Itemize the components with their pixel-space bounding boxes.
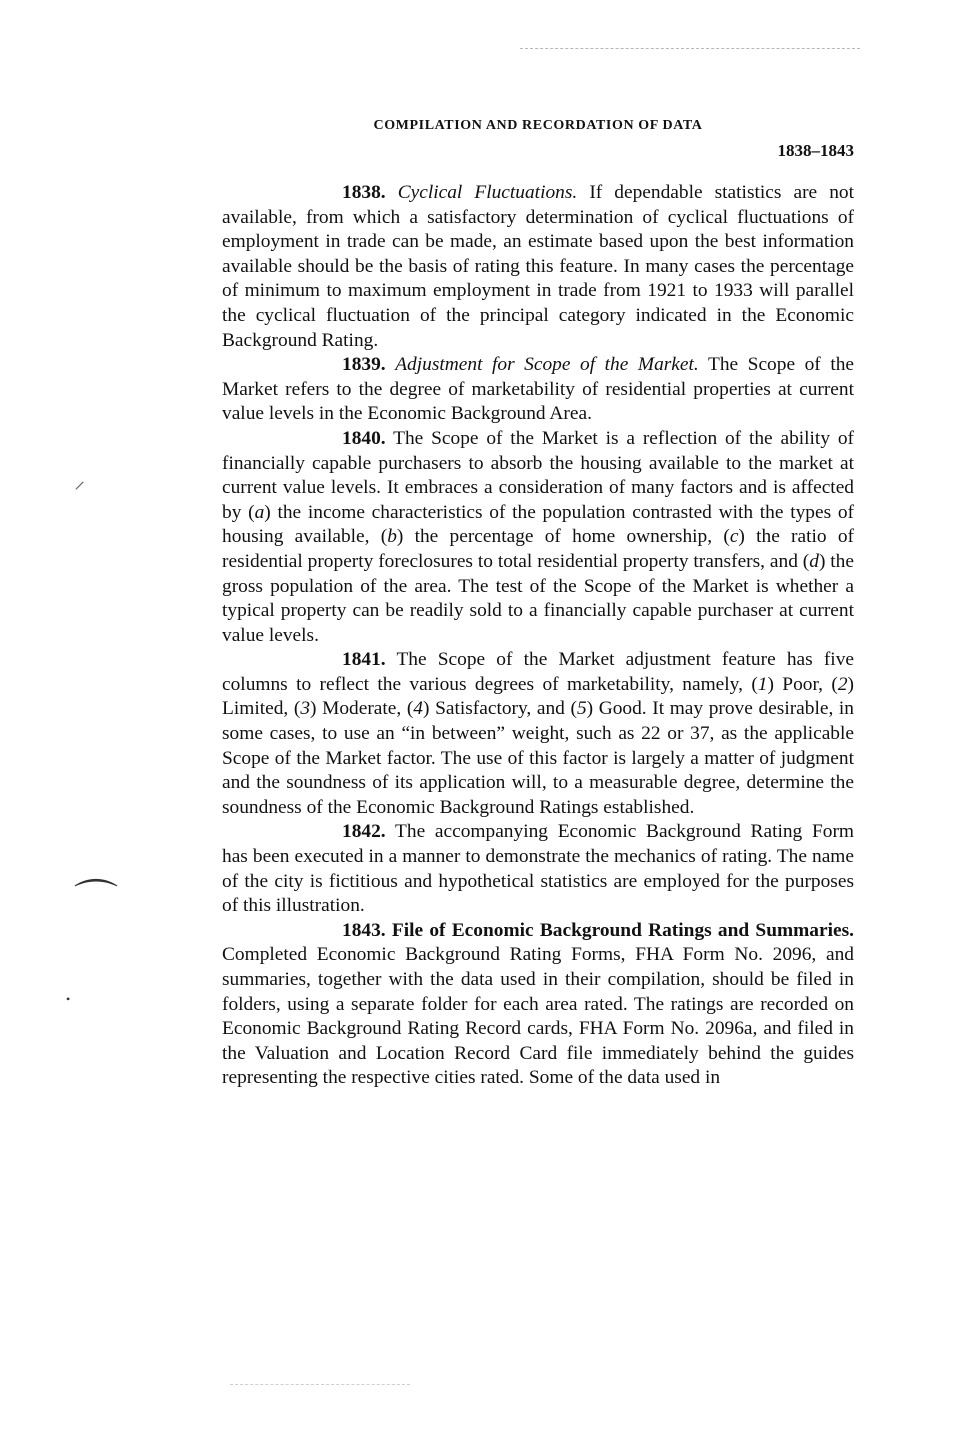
paragraph-1838 [222,181,854,353]
list-letter: d [809,550,819,572]
list-letter: b [387,526,397,548]
paragraph-text: ) the percentage of home ownership, ( [396,526,730,548]
paragraph-text: ) the ratio of residential property foreclosures to total residential property transfers, and ( [222,526,854,572]
paragraph-title: Adjustment for Scope of the Market. [395,354,699,376]
paragraph-1841 [222,648,854,820]
list-letter: a [254,501,265,523]
paragraph-text: ) Poor, ( [767,673,838,695]
paragraph-text: If dependable statistics are not available, from which a satisfactory determination of cyclical fluctuations of employment in trade can be made, an estimate based upon the best information available should be the basis of rating this feature. In many cases the percentage of minimum to maximum employment in trade from 1921 to 1933 will parallel the cyclical fluctuation of the principal category indicated in the Economic Background Rating. [222,182,854,351]
paragraph-text: ) the gross population of the area. The test of the Scope of the Market is whether a typical property can be readily sold to a financially capable purchaser at current value levels. [222,550,854,646]
paragraph-text: The Scope of the Market refers to the degree of marketability of residential properties at current value levels in the Economic Background Area. [222,354,855,425]
list-letter: c [729,526,739,548]
body-text [222,181,854,1091]
paragraph-text: Completed Economic Background Rating Forms, FHA Form No. 2096, and summaries, together with the data used in their compilation, should be filed in folders, using a separate folder for each area rated. The ratings are recorded on Economic Background Rating Record cards, FHA Form No. 2096a, and filed in the Valuation and Location Record Card file immediately behind the guides representing the respective cities rated. Some of the data used in [222,944,854,1089]
paragraph-text: The Scope of the Market adjustment feature has five columns to reflect the various degrees of marketability, namely, ( [222,649,854,695]
paragraph-text: The Scope of the Market is a reflection of the ability of financially capable purchasers to absorb the housing available to the market at current value levels. It embraces a consideration of many factors and is affected by ( [222,427,855,523]
paragraph-number: 1843. [342,919,386,941]
paragraph-text: ) Limited, ( [222,673,854,720]
running-head: COMPILATION AND RECORDATION OF DATA [373,118,703,133]
list-number: 2 [837,673,848,695]
dot-mark-icon: • [66,992,71,1006]
paragraph-1842 [222,820,854,918]
scan-artifact-rule-bottom [230,1384,410,1385]
list-number: 3 [300,698,311,720]
pencil-arc-icon: ⌒ [74,877,118,926]
list-number: 1 [757,673,768,695]
paragraph-number: 1841. [342,649,386,671]
paragraph-text: The accompanying Economic Background Rating Form has been executed in a manner to demonstrate the mechanics of rating. The name of the city is fictitious and hypothetical statistics are employed for the purposes of this illustration. [222,821,854,917]
paragraph-text: ) Satisfactory, and ( [423,698,577,720]
list-number: 4 [413,698,423,720]
scan-artifact-rule [520,48,860,49]
paragraph-title: File of Economic Background Ratings and Summaries. [391,919,854,941]
list-number: 5 [576,698,587,720]
section-range: 1838–1843 [777,141,854,160]
pencil-mark-icon: ⸝ [74,468,86,493]
paragraph-text: ) Moderate, ( [310,698,414,720]
paragraph-number: 1839. [342,354,386,376]
paragraph-1843 [222,919,854,1091]
paragraph-title: Cyclical Fluctuations. [397,182,578,203]
paragraph-number: 1840. [342,427,386,449]
paragraph-number: 1838. [342,182,386,203]
paragraph-1840 [222,427,854,648]
paragraph-text: ) the income characteristics of the population contrasted with the types of housing available, ( [222,501,854,548]
paragraph-1839 [222,353,854,427]
paragraph-number: 1842. [342,821,386,843]
paragraph-text: ) Good. It may prove desirable, in some cases, to use an “in between” weight, such as 22 or 37, as the applicable Scope of the Market factor. The use of this factor is largely a matter of judgment and the soundness of its application will, to a measurable degree, determine the soundness of the Economic Background Ratings established. [222,698,854,818]
